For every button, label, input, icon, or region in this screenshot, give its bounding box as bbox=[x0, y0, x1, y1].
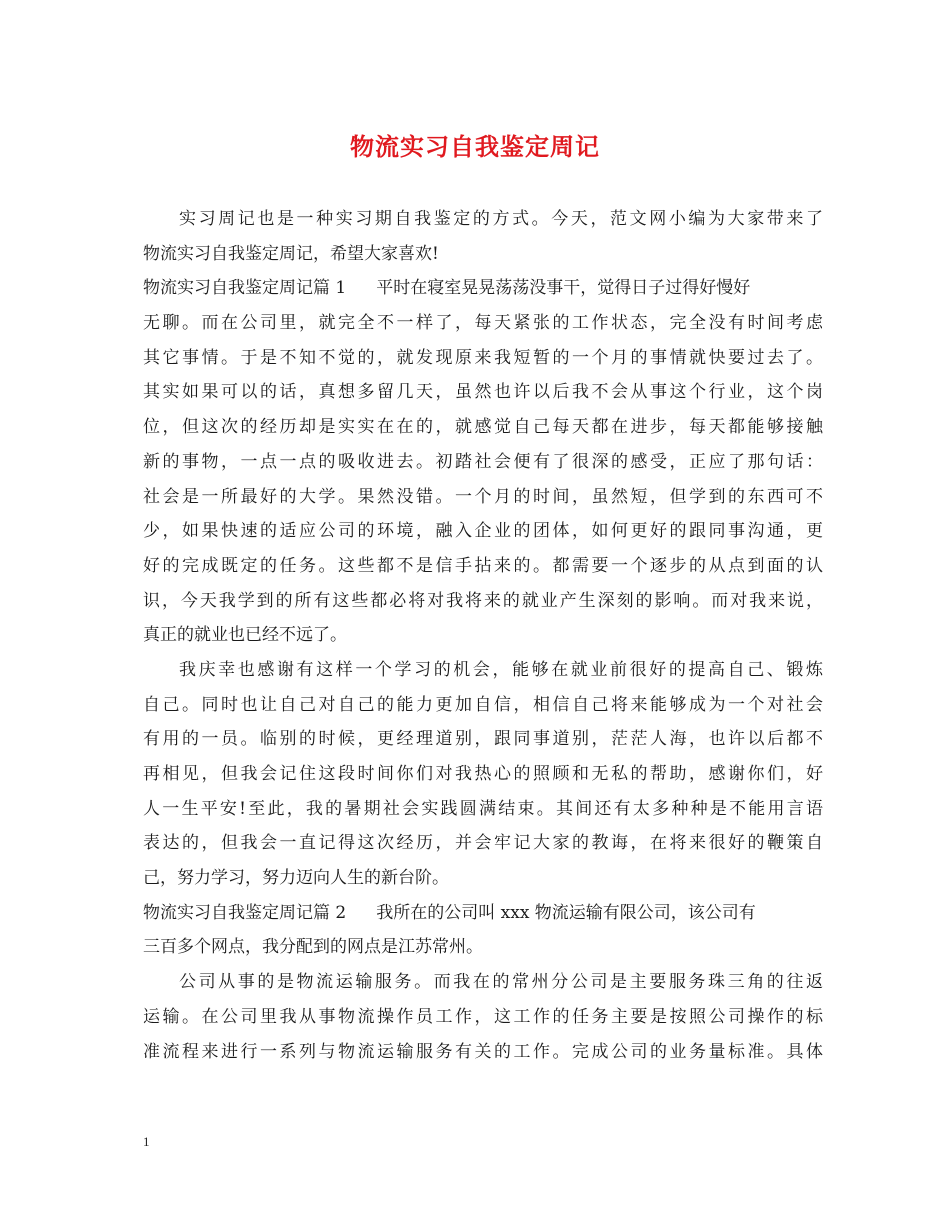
text-line bbox=[143, 1000, 823, 1035]
text-line bbox=[143, 410, 823, 445]
text-line bbox=[143, 584, 823, 619]
text-line bbox=[143, 549, 823, 584]
line-text: 新的事物，一点一点的吸收进去。初踏社会便有了很深的感受，正应了那句话： bbox=[143, 451, 823, 472]
text-line bbox=[143, 341, 823, 376]
section-heading-line bbox=[143, 271, 823, 306]
text-line bbox=[143, 445, 823, 480]
line-text: 实习周记也是一种实习期自我鉴定的方式。今天，范文网小编为大家带来了 bbox=[179, 209, 823, 229]
text-line bbox=[143, 514, 823, 549]
document-title: 物流实习自我鉴定周记 bbox=[350, 132, 600, 161]
line-text: 少，如果快速的适应公司的环境，融入企业的团体，如何更好的跟同事沟通，更 bbox=[143, 521, 823, 542]
text-line bbox=[143, 1035, 823, 1070]
section-heading-line bbox=[143, 896, 823, 931]
text-line bbox=[143, 306, 823, 341]
line-text: 物流实习自我鉴定周记，希望大家喜欢! bbox=[143, 243, 439, 264]
line-text: 自己。同时也让自己对自己的能力更加自信，相信自己将来能够成为一个对社会 bbox=[143, 694, 823, 715]
line-text: 位，但这次的经历却是实实在在的，就感觉自己每天都在进步，每天都能够接触 bbox=[143, 417, 823, 438]
line-text: 无聊。而在公司里，就完全不一样了，每天紧张的工作状态，完全没有时间考虑 bbox=[143, 313, 823, 334]
line-text: 真正的就业也已经不远了。 bbox=[143, 625, 347, 646]
line-text: 表达的，但我会一直记得这次经历，并会牢记大家的教诲，在将来很好的鞭策自 bbox=[143, 833, 823, 854]
line-text: 我庆幸也感谢有这样一个学习的机会，能够在就业前很好的提高自己、锻炼 bbox=[179, 659, 823, 680]
text-line bbox=[143, 722, 823, 757]
text-line bbox=[143, 480, 823, 515]
text-line bbox=[143, 618, 823, 653]
line-text: 再相见，但我会记住这段时间你们对我热心的照顾和无私的帮助，感谢你们，好 bbox=[143, 764, 823, 784]
section-heading: 物流实习自我鉴定周记篇 1 bbox=[143, 278, 347, 299]
line-text: 平时在寝室晃晃荡荡没事干，觉得日子过得好慢好 bbox=[376, 278, 751, 299]
line-text: 我所在的公司叫 xxx 物流运输有限公司，该公司有 bbox=[376, 902, 756, 923]
line-text: 公司从事的是物流运输服务。而我在的常州分公司是主要服务珠三角的往返 bbox=[179, 972, 823, 993]
text-line bbox=[143, 930, 823, 965]
text-line bbox=[143, 965, 823, 1000]
text-line bbox=[143, 757, 823, 792]
line-text: 其实如果可以的话，真想多留几天，虽然也许以后我不会从事这个行业，这个岗 bbox=[143, 382, 823, 403]
line-text: 好的完成既定的任务。这些都不是信手拈来的。都需要一个逐步的从点到面的认 bbox=[143, 555, 823, 576]
line-text: 人一生平安!至此，我的暑期社会实践圆满结束。其间还有太多种种是不能用言语 bbox=[143, 798, 823, 819]
line-text: 准流程来进行一系列与物流运输服务有关的工作。完成公司的业务量标准。具体 bbox=[143, 1041, 823, 1062]
line-text: 运输。在公司里我从事物流操作员工作，这工作的任务主要是按照公司操作的标 bbox=[143, 1006, 823, 1027]
text-line bbox=[143, 688, 823, 723]
line-text: 有用的一员。临别的时候，更经理道别，跟同事道别，茫茫人海，也许以后都不 bbox=[143, 729, 823, 750]
page-number: 1 bbox=[143, 1134, 150, 1149]
text-line bbox=[143, 653, 823, 688]
text-line bbox=[143, 792, 823, 827]
text-line bbox=[143, 375, 823, 410]
line-text: 其它事情。于是不知不觉的，就发现原来我短暂的一个月的事情就快要过去了。 bbox=[143, 347, 823, 368]
text-line bbox=[143, 861, 823, 896]
line-text: 社会是一所最好的大学。果然没错。一个月的时间，虽然短，但学到的东西可不 bbox=[143, 486, 823, 507]
section-heading: 物流实习自我鉴定周记篇 2 bbox=[143, 902, 347, 923]
document-body bbox=[143, 202, 823, 1069]
line-text: 识，今天我学到的所有这些都必将对我将来的就业产生深刻的影响。而对我来说， bbox=[143, 590, 823, 611]
text-line bbox=[143, 202, 823, 237]
text-line bbox=[143, 826, 823, 861]
line-text: 三百多个网点，我分配到的网点是江苏常州。 bbox=[143, 937, 483, 958]
text-line bbox=[143, 237, 823, 272]
line-text: 己，努力学习，努力迈向人生的新台阶。 bbox=[143, 868, 449, 889]
